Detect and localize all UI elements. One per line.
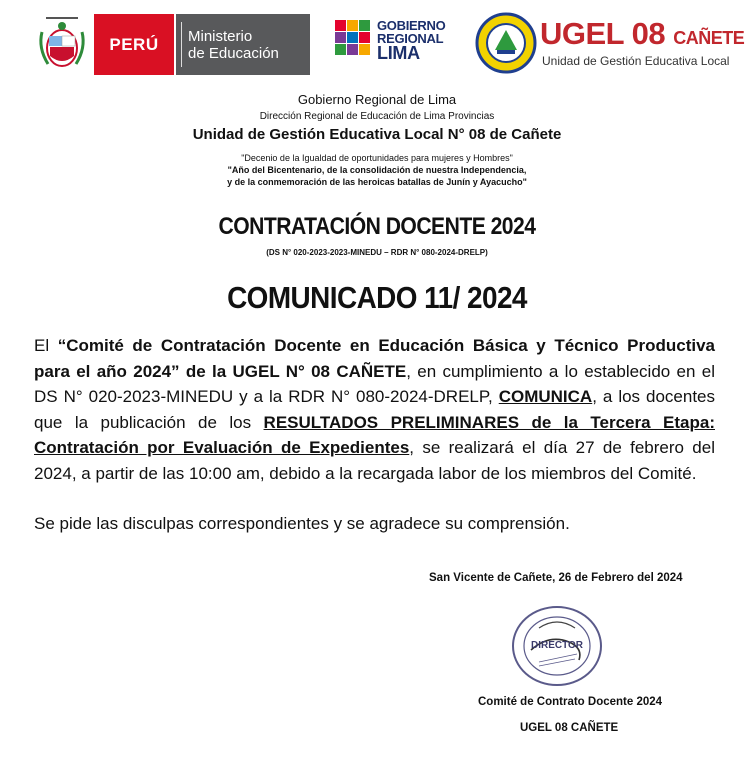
committee-signature: Comité de Contrato Docente 2024 xyxy=(478,696,663,708)
stamp-director-text: DIRECTOR xyxy=(530,640,584,651)
logo-header xyxy=(30,12,745,78)
minedu-line2: de Educación xyxy=(188,44,279,62)
body-part-g: , se realizará el día 27 de febrero del 2024, a partir de las 10:00 am, debido a la recargada labor de los miembros del Comité. xyxy=(34,438,715,483)
ugel-signature: UGEL 08 CAÑETE xyxy=(520,722,619,734)
committee-name: “Comité de Contratación Docente en Educación Básica y Técnico Productiva para el año 2024” de la UGEL N° 08 CAÑETE xyxy=(34,336,715,381)
gore-line2: REGIONAL xyxy=(377,31,444,46)
comunicado-title: COMUNICADO 11/ 2024 xyxy=(227,280,527,315)
decenio-line: "Decenio de la Igualdad de oportunidades para mujeres y Hombres" xyxy=(241,153,513,163)
gobierno-regional-icon xyxy=(333,18,373,62)
body-part-a: El xyxy=(34,336,58,355)
official-stamp-icon xyxy=(509,604,605,688)
gobierno-regional-logo xyxy=(377,19,445,62)
results-phrase: RESULTADOS PRELIMINARES de la Tercera Etapa: Contratación por Evaluación de Expedientes xyxy=(34,412,715,457)
ugel-subtitle: Unidad de Gestión Educativa Local xyxy=(542,54,730,68)
contratacion-title: CONTRATACIÓN DOCENTE 2024 xyxy=(218,213,536,240)
ugel-seal-icon xyxy=(475,12,537,74)
year-name-line1: "Año del Bicentenario, de la consolidación de nuestra Independencia, xyxy=(227,165,527,175)
letterhead-ugel: Unidad de Gestión Educativa Local N° 08 de Cañete xyxy=(192,126,562,143)
letterhead-direccion: Dirección Regional de Educación de Lima Provincias xyxy=(259,111,495,122)
body-part-e: , a los docentes que la publicación de los xyxy=(34,387,716,432)
ugel-title-place: CAÑETE xyxy=(673,28,745,48)
peru-label: PERÚ xyxy=(109,34,159,54)
apology-line: Se pide las disculpas correspondientes y se agradece su comprensión. xyxy=(34,514,570,533)
minedu-line1: Ministerio xyxy=(188,27,253,45)
year-name-line2: y de la conmemoración de las heroicas batallas de Junín y Ayacucho" xyxy=(227,177,527,187)
ugel-title xyxy=(540,18,744,54)
gore-line1: GOBIERNO xyxy=(377,18,446,33)
ugel-title-main: UGEL 08 xyxy=(540,16,666,51)
gore-line3: LIMA xyxy=(377,43,420,63)
comunicado-body xyxy=(34,333,715,486)
legal-reference: (DS N° 020-2023-2023-MINEDU – RDR N° 080-2024-DRELP) xyxy=(266,248,488,257)
peru-logo xyxy=(94,14,174,75)
letterhead-gobierno: Gobierno Regional de Lima xyxy=(297,92,457,107)
comunica-word: COMUNICA xyxy=(498,387,593,406)
place-date: San Vicente de Cañete, 26 de Febrero del 2024 xyxy=(429,572,683,584)
minedu-logo xyxy=(176,14,310,75)
body-part-c: , en cumplimiento a lo establecido en el DS N° 020-2023-MINEDU y a la RDR N° 080-2024-DRELP, xyxy=(34,361,715,406)
coat-of-arms-icon xyxy=(36,14,88,74)
